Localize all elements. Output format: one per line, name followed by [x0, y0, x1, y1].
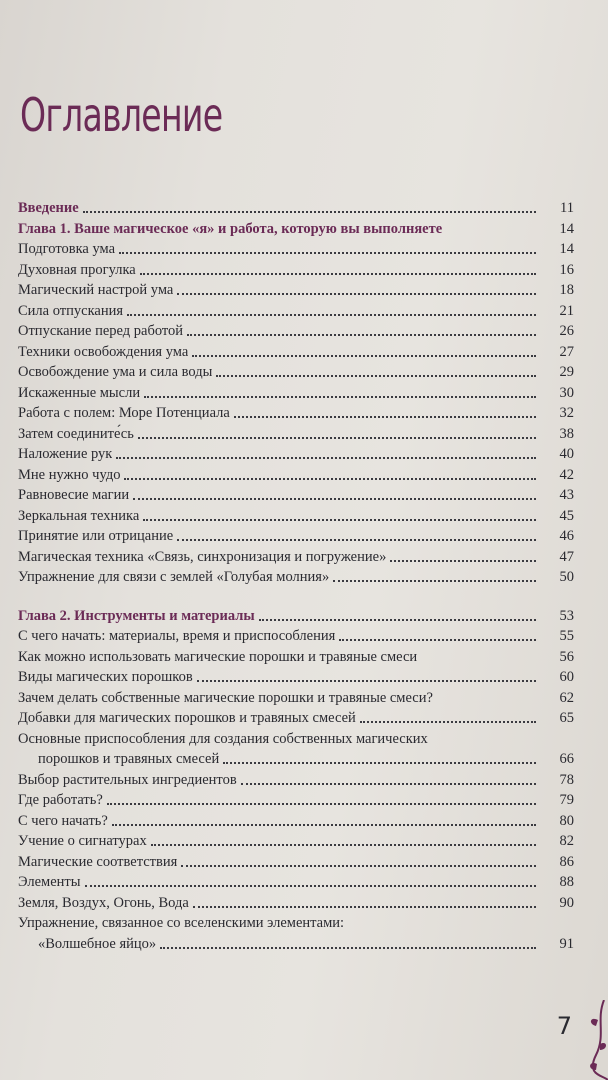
toc-entry-label: Принятие или отрицание	[18, 528, 174, 544]
toc-entry-page: 86	[559, 853, 574, 870]
toc-entry-label: Магические соответствия	[18, 853, 178, 870]
toc-entry-row	[18, 444, 574, 465]
toc-leader-dots	[339, 639, 536, 641]
toc-leader-dots	[85, 885, 536, 887]
toc-entry-row	[18, 403, 574, 424]
toc-entry-row	[18, 934, 574, 955]
toc-entry-row	[18, 770, 574, 791]
toc-entry-page: 14	[559, 241, 574, 257]
section-gap	[18, 588, 574, 606]
toc-entry-page: 82	[559, 833, 574, 849]
toc-entry-page: 27	[559, 343, 574, 360]
toc-entry-label: Где работать?	[18, 792, 103, 808]
toc-entry-page: 62	[559, 689, 574, 706]
toc-entry-label: Учение о сигнатурах	[18, 833, 147, 849]
toc-entry-label: С чего начать: материалы, время и приспособления	[18, 628, 336, 644]
toc-entry-row	[18, 342, 574, 363]
toc-leader-dots	[333, 580, 536, 582]
toc-entry-row	[18, 831, 574, 852]
toc-entry-page: 42	[559, 466, 574, 483]
toc-entry-row	[18, 526, 574, 547]
toc-entry-page: 45	[559, 507, 574, 524]
toc-entry-row	[18, 811, 574, 832]
toc-entry-row	[18, 321, 574, 342]
toc-entry-page: 78	[559, 771, 574, 788]
toc-entry-row	[18, 729, 574, 750]
toc-leader-dots	[197, 680, 536, 682]
toc-entry-page: 79	[559, 792, 574, 808]
toc-entry-page: 88	[559, 874, 574, 890]
toc-entry-row	[18, 913, 574, 934]
toc-entry-label: Равновесие магии	[18, 487, 130, 503]
toc-entry-row	[18, 547, 574, 568]
toc-leader-dots	[192, 355, 536, 357]
toc-leader-dots	[160, 947, 536, 949]
toc-entry-label: Магическая техника «Связь, синхронизация и погружение»	[18, 548, 387, 565]
toc-entry-label: Виды магических порошков	[18, 669, 193, 685]
toc-leader-dots	[223, 762, 536, 764]
toc-entry-page: 11	[560, 200, 574, 216]
toc-entry-page: 16	[559, 261, 574, 278]
toc-leader-dots	[116, 457, 536, 459]
toc-leader-dots	[83, 211, 536, 213]
toc-entry-row	[18, 626, 574, 647]
toc-entry-label: порошков и травяных смесей	[38, 751, 220, 767]
toc-entry-page: 38	[559, 425, 574, 442]
toc-leader-dots	[112, 824, 536, 826]
toc-entry-page: 65	[559, 710, 574, 726]
toc-entry-row	[18, 852, 574, 873]
toc-entry-label: Наложение рук	[18, 446, 113, 462]
toc-entry-page: 50	[559, 569, 574, 585]
toc-leader-dots	[390, 560, 536, 562]
toc-entry-page: 91	[559, 935, 574, 952]
toc-entry-row	[18, 424, 574, 445]
toc-entry-row	[18, 667, 574, 688]
toc-entry-page: 43	[559, 487, 574, 503]
toc-entry-page: 53	[559, 607, 574, 624]
toc-entry-row	[18, 708, 574, 729]
toc-leader-dots	[360, 721, 536, 723]
toc-entry-label: Как можно использовать магические порошки и травяные смеси	[18, 648, 418, 665]
toc-entry-row	[18, 749, 574, 770]
toc-entry-page: 56	[559, 648, 574, 665]
toc-leader-dots	[187, 334, 536, 336]
toc-leader-dots	[143, 519, 536, 521]
toc-entry-page: 32	[559, 405, 574, 421]
toc-entry-label: Техники освобождения ума	[18, 343, 189, 360]
toc-entry-label: Духовная прогулка	[18, 261, 136, 278]
toc-leader-dots	[234, 416, 536, 418]
toc-entry-row	[18, 239, 574, 260]
toc-entry-label: «Волшебное яйцо»	[38, 935, 157, 952]
toc-entry-label: Затем соедините́сь	[18, 425, 134, 442]
toc-leader-dots	[119, 252, 536, 254]
toc-entry-label: Земля, Воздух, Огонь, Вода	[18, 894, 189, 911]
toc-entry-label: Работа с полем: Море Потенциала	[18, 405, 230, 421]
toc-entry-page: 21	[559, 302, 574, 319]
toc-entry-label: Зачем делать собственные магические порошки и травяные смеси?	[18, 689, 433, 706]
toc-leader-dots	[259, 619, 536, 621]
toc-entry-label: Искаженные мысли	[18, 384, 141, 401]
toc-leader-dots	[140, 273, 536, 275]
toc-entry-row	[18, 567, 574, 588]
toc-leader-dots	[151, 844, 536, 846]
toc-entry-page: 26	[559, 323, 574, 339]
toc-entry-label: Глава 2. Инструменты и материалы	[18, 607, 255, 624]
page-number: 7	[556, 1012, 572, 1040]
toc-entry-label: Основные приспособления для создания собственных магических	[18, 730, 428, 747]
page-title: Оглавление	[20, 88, 223, 142]
toc-leader-dots	[127, 314, 536, 316]
toc-entry-label: Элементы	[18, 874, 81, 890]
vine-ornament-icon	[582, 1000, 608, 1080]
toc-entry-row	[18, 465, 574, 486]
toc-entry-page: 66	[559, 751, 574, 767]
toc-entry-row	[18, 485, 574, 506]
toc-entry-label: Отпускание перед работой	[18, 323, 184, 339]
toc-leader-dots	[216, 375, 536, 377]
toc-entry-page: 47	[559, 548, 574, 565]
toc-entry-label: Добавки для магических порошков и травяных смесей	[18, 710, 356, 726]
toc-entry-page: 55	[559, 628, 574, 644]
table-of-contents	[18, 198, 574, 954]
toc-entry-label: Магический настрой ума	[18, 282, 174, 298]
toc-entry-row	[18, 280, 574, 301]
toc-leader-dots	[138, 437, 536, 439]
toc-entry-label: Подготовка ума	[18, 241, 116, 257]
toc-entry-row	[18, 260, 574, 281]
toc-leader-dots	[193, 906, 536, 908]
toc-entry-label: Освобождение ума и сила воды	[18, 364, 213, 380]
toc-entry-label: Глава 1. Ваше магическое «я» и работа, которую вы выполняете	[18, 220, 443, 237]
toc-entry-page: 80	[559, 812, 574, 829]
toc-entry-row	[18, 362, 574, 383]
toc-leader-dots	[107, 803, 536, 805]
toc-entry-row	[18, 790, 574, 811]
toc-entry-row	[18, 506, 574, 527]
toc-entry-page: 30	[559, 384, 574, 401]
toc-leader-dots	[133, 498, 536, 500]
toc-entry-row	[18, 688, 574, 709]
toc-leader-dots	[144, 396, 536, 398]
toc-chapter-row	[18, 219, 574, 240]
toc-leader-dots	[241, 783, 536, 785]
toc-entry-row	[18, 383, 574, 404]
toc-chapter-row	[18, 198, 574, 219]
toc-entry-row	[18, 301, 574, 322]
toc-entry-page: 29	[559, 364, 574, 380]
toc-entry-label: Зеркальная техника	[18, 507, 140, 524]
toc-leader-dots	[177, 539, 536, 541]
toc-entry-page: 40	[559, 446, 574, 462]
toc-entry-row	[18, 872, 574, 893]
toc-leader-dots	[124, 478, 536, 480]
toc-entry-page: 18	[559, 282, 574, 298]
toc-leader-dots	[177, 293, 536, 295]
toc-entry-label: Упражнение для связи с землей «Голубая молния»	[18, 569, 330, 585]
toc-entry-label: С чего начать?	[18, 812, 108, 829]
toc-entry-page: 14	[559, 220, 574, 237]
toc-entry-label: Сила отпускания	[18, 302, 124, 319]
toc-entry-page: 46	[559, 528, 574, 544]
toc-chapter-row	[18, 606, 574, 627]
toc-entry-row	[18, 647, 574, 668]
toc-entry-label: Мне нужно чудо	[18, 466, 121, 483]
toc-entry-label: Выбор растительных ингредиентов	[18, 771, 237, 788]
toc-leader-dots	[181, 865, 536, 867]
toc-entry-row	[18, 893, 574, 914]
toc-entry-label: Упражнение, связанное со вселенскими элементами:	[18, 915, 345, 931]
toc-entry-page: 60	[559, 669, 574, 685]
toc-entry-label: Введение	[18, 200, 79, 216]
toc-entry-page: 90	[559, 894, 574, 911]
